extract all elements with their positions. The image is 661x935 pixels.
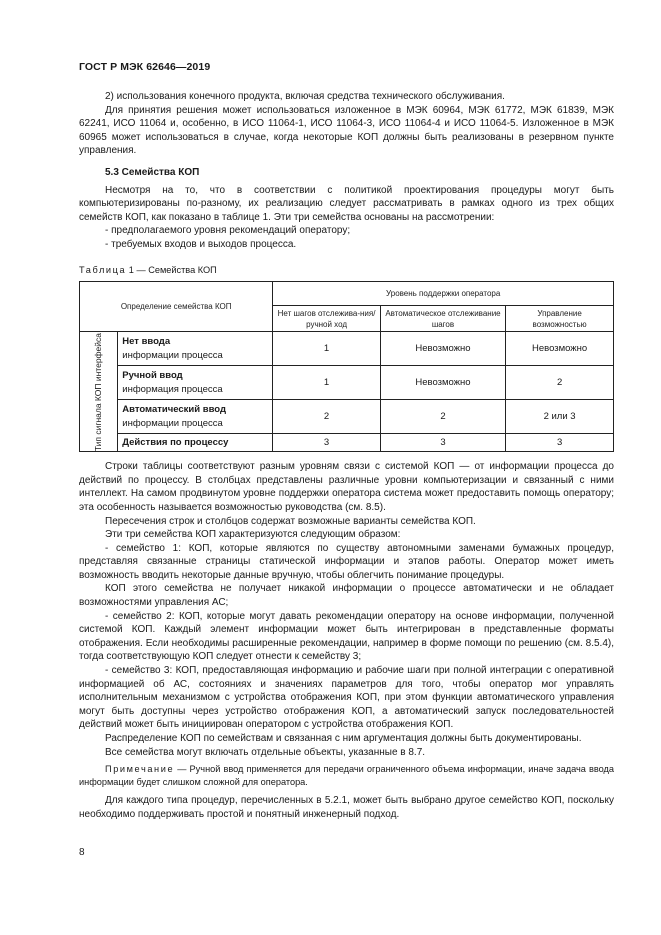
intro-paragraph-2: Для принятия решения может использоваться изложенное в МЭК 60964, МЭК 61772, МЭК 61839, МЭК 62241, ИСО 11064 и, особенно, в ИСО 11064-1, ИСО 11064-3, ИСО 11064-4 и ИСО 11064-5. Изложенное в МЭК 60965 может использоваться в случае, когда некоторые КОП должны быть реализованы в резервном пункте управления. (79, 104, 614, 157)
table-vertical-label-cell (80, 332, 118, 452)
page-content (79, 90, 614, 822)
table-caption-text: 1 — Семейства КОП (128, 264, 217, 275)
table-cell: 2 (273, 400, 380, 434)
row-label-bold: Действия по процессу (122, 436, 229, 448)
section-bullet-2: - требуемых входов и выходов процесса. (105, 238, 297, 250)
page-number: 8 (79, 847, 85, 858)
note-label: Примечание (105, 764, 175, 775)
table-caption (79, 264, 614, 278)
table-row (80, 366, 614, 400)
table-cell: 3 (380, 434, 505, 452)
body-paragraph-1: Строки таблицы соответствуют разным уровням связи с системой КОП — от информации процесса до действий по процессу. В столбцах представлены различные уровни компьютеризации и связанный с ними интеллект. На самом продвинутом уровне поддержки оператора система может предоставить помощь оператору; эта особенность называется возможностью руководства (см. 8.5). (79, 461, 614, 513)
body-paragraph-10: Для каждого типа процедур, перечисленных в 5.2.1, может быть выбрано другое семейство КОП, поскольку необходимо поддерживать простой и понятный инженерный подход. (79, 795, 614, 820)
table-cell: 3 (273, 434, 380, 452)
note-paragraph (79, 763, 614, 788)
row-label-bold: Нет ввода (122, 335, 171, 347)
table-column-header: Нет шагов отслежива-ния/ручной ход (273, 306, 380, 332)
table-cell: Невозможно (380, 332, 505, 366)
table-vertical-label: Тип сигнала КОП интерфейса (93, 332, 104, 451)
section-paragraph-1: Несмотря на то, что в соответствии с политикой проектирования процедуры могут быть компьютеризированы по-разному, их реализацию следует рассматривать в рамках одного из трех общих семейств КОП, как показано в таблице 1. Эти три семейства основаны на рассмотрении: (79, 184, 614, 223)
body-paragraph-5: КОП этого семейства не получает никакой информации о процессе автоматически и не обладает возможностями управления АС; (79, 583, 614, 609)
body-paragraph-8: Распределение КОП по семействам и связанная с ним аргументация должны быть документированы. (105, 733, 582, 744)
table-row (80, 434, 614, 452)
table-cell: Невозможно (506, 332, 614, 366)
table-cell: 1 (273, 366, 380, 400)
row-label-text: информация процесса (122, 383, 223, 395)
row-label-text: информации процесса (122, 349, 223, 361)
table-cell: 2 (380, 400, 505, 434)
row-label-text: информации процесса (122, 417, 223, 429)
body-paragraph-9: Все семейства могут включать отдельные объекты, указанные в 8.7. (105, 746, 426, 758)
table-group-header: Уровень поддержки оператора (273, 282, 614, 306)
row-label-bold: Автоматический ввод (122, 403, 227, 415)
body-paragraph-2: Пересечения строк и столбцов содержат возможные варианты семейства КОП. (105, 515, 476, 527)
table-cell: 2 (506, 366, 614, 400)
body-paragraph-6: - семейство 2: КОП, которые могут давать рекомендации оператору на основе информации, полученной системой КОП. Каждый элемент информации может быть интегрирован в представленные форматы отображения. Если необходимы расширенные рекомендации, например в форме помощи по решению (см. 8.5.4), тогда соответствующую КОП следует отнести к семейству 3; (79, 610, 614, 663)
table-row (80, 332, 614, 366)
kop-families-table (79, 281, 614, 452)
body-paragraph-3: Эти три семейства КОП характеризуются следующим образом: (105, 529, 401, 541)
table-column-header: Управление возможностью (506, 306, 614, 332)
table-row-label (118, 400, 273, 434)
document-header: ГОСТ Р МЭК 62646—2019 (79, 61, 211, 73)
table-row-label (118, 434, 273, 452)
section-bullet-1: - предполагаемого уровня рекомендаций оператору; (105, 225, 351, 237)
table-caption-prefix: Таблица (79, 264, 127, 275)
intro-paragraph-1: 2) использования конечного продукта, включая средства технического обслуживания. (105, 91, 505, 102)
note-text: — Ручной ввод применяется для передачи ограниченного объема информации, иначе задача ввода информации будет слишком сложной для оператора. (79, 764, 614, 787)
table-cell: 3 (506, 434, 614, 452)
row-label-bold: Ручной ввод (122, 369, 183, 381)
table-column-header: Автоматическое отслеживание шагов (380, 306, 505, 332)
table-corner-header: Определение семейства КОП (80, 282, 273, 332)
table-row (80, 400, 614, 434)
table-cell: 2 или 3 (506, 400, 614, 434)
table-row-label (118, 366, 273, 400)
section-title: 5.3 Семейства КОП (105, 166, 200, 178)
body-paragraph-4: - семейство 1: КОП, которые являются по существу автономными заменами бумажных процедур, представляя связанные страницы статической информации и этапов работы. Оператор может иметь возможность вводить некоторые данные вручную, чтобы облегчить понимание процедуры. (79, 542, 614, 581)
body-paragraph-7: - семейство 3: КОП, предоставляющая информацию и рабочие шаги при полной интеграции с оперативной информацией об АС, состояниях и значениях параметров для того, чтобы оператор мог управлять исполнительным механизмом с устройства отображения КОП, при этом функции автоматического управления могут быть доступны через устройство отображения КОП, а автоматический запуск последовательностей действий может быть инициирован оператором с устройства отображения КОП. (79, 665, 614, 731)
table-cell: 1 (273, 332, 380, 366)
table-cell: Невозможно (380, 366, 505, 400)
table-row-label (118, 332, 273, 366)
